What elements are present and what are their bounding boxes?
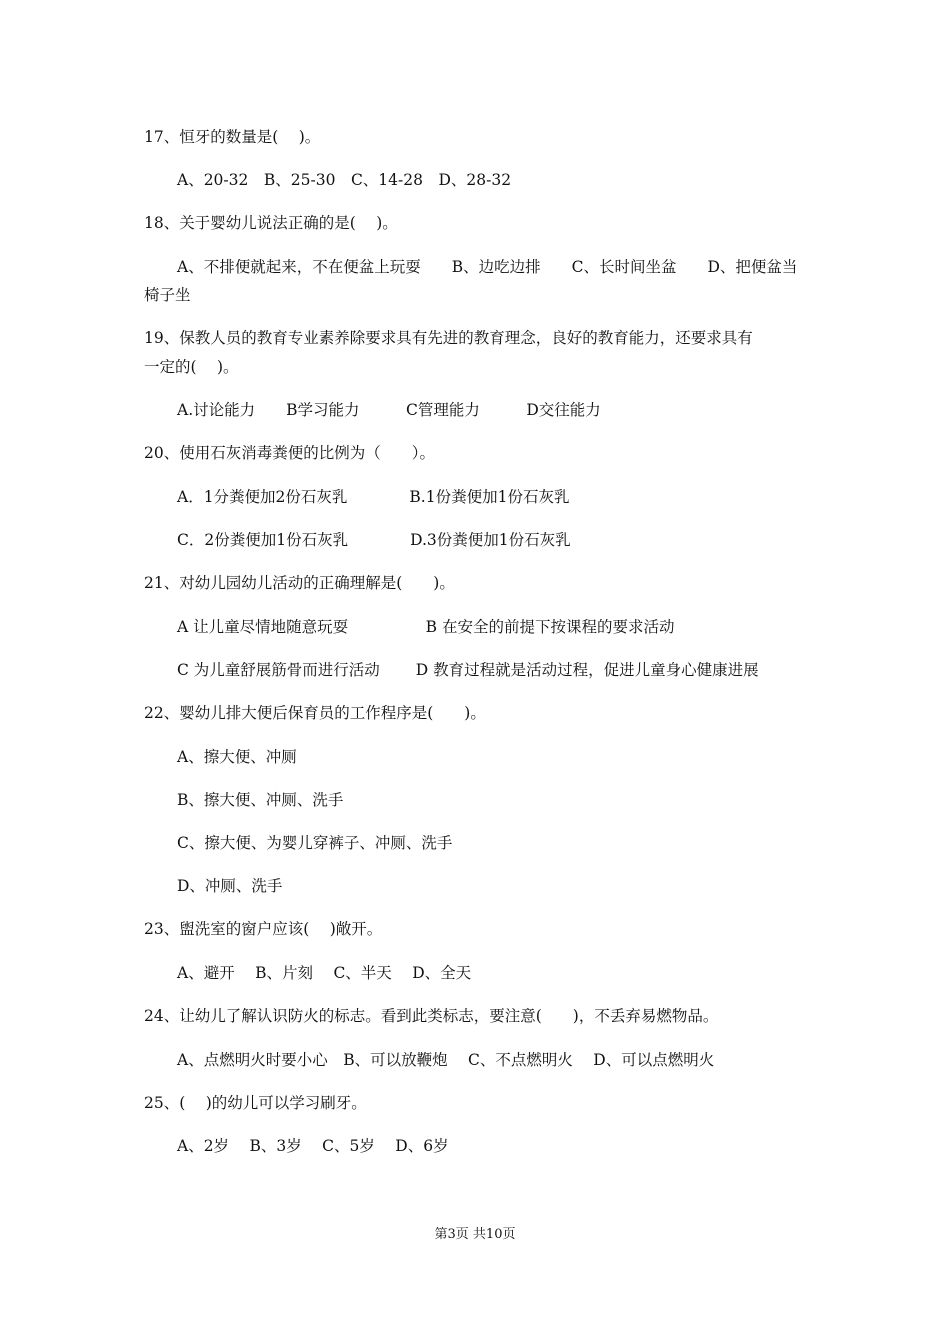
question-19-continued: 一定的( )。: [144, 358, 239, 376]
page-number-footer: 第3页 共10页: [434, 1227, 516, 1242]
question-22-option-c: C、擦大便、为婴儿穿裤子、冲厕、洗手: [177, 834, 453, 852]
question-19: 19、保教人员的教育专业素养除要求具有先进的教育理念，良好的教育能力，还要求具有: [144, 329, 753, 347]
question-23-options: A、避开 B、片刻 C、半天 D、全天: [177, 964, 472, 982]
question-21-options-cd: C 为儿童舒展筋骨而进行活动 D 教育过程就是活动过程，促进儿童身心健康进展: [177, 661, 759, 679]
question-18-options-continued: 椅子坐: [144, 286, 191, 304]
question-20: 20、使用石灰消毒粪便的比例为（ ）。: [144, 444, 435, 462]
question-24: 24、让幼儿了解认识防火的标志。看到此类标志，要注意( )，不丢弃易燃物品。: [144, 1007, 719, 1025]
question-19-options: A.讨论能力 B学习能力 C管理能力 D交往能力: [177, 401, 601, 419]
question-21-options-ab: A 让儿童尽情地随意玩耍 B 在安全的前提下按课程的要求活动: [177, 618, 675, 636]
question-20-options-ab: A．1分粪便加2份石灰乳 B.1份粪便加1份石灰乳: [177, 488, 570, 506]
question-22: 22、婴幼儿排大便后保育员的工作程序是( )。: [144, 704, 486, 722]
question-22-option-a: A、擦大便、冲厕: [177, 748, 297, 766]
question-23: 23、盥洗室的窗户应该( )敞开。: [144, 920, 383, 938]
question-17-options: A、20-32 B、25-30 C、14-28 D、28-32: [177, 171, 512, 189]
question-20-options-cd: C．2份粪便加1份石灰乳 D.3份粪便加1份石灰乳: [177, 531, 571, 549]
question-22-option-b: B、擦大便、冲厕、洗手: [177, 791, 344, 809]
question-24-options: A、点燃明火时要小心 B、可以放鞭炮 C、不点燃明火 D、可以点燃明火: [177, 1051, 715, 1069]
question-25: 25、( )的幼儿可以学习刷牙。: [144, 1094, 367, 1112]
question-22-option-d: D、冲厕、洗手: [177, 877, 283, 895]
question-21: 21、对幼儿园幼儿活动的正确理解是( )。: [144, 574, 455, 592]
question-17: 17、恒牙的数量是( )。: [144, 128, 321, 146]
question-25-options: A、2岁 B、3岁 C、5岁 D、6岁: [177, 1137, 449, 1155]
question-18: 18、关于婴幼儿说法正确的是( )。: [144, 214, 398, 232]
question-18-options: A、不排便就起来，不在便盆上玩耍 B、边吃边排 C、长时间坐盆 D、把便盆当: [177, 258, 798, 276]
